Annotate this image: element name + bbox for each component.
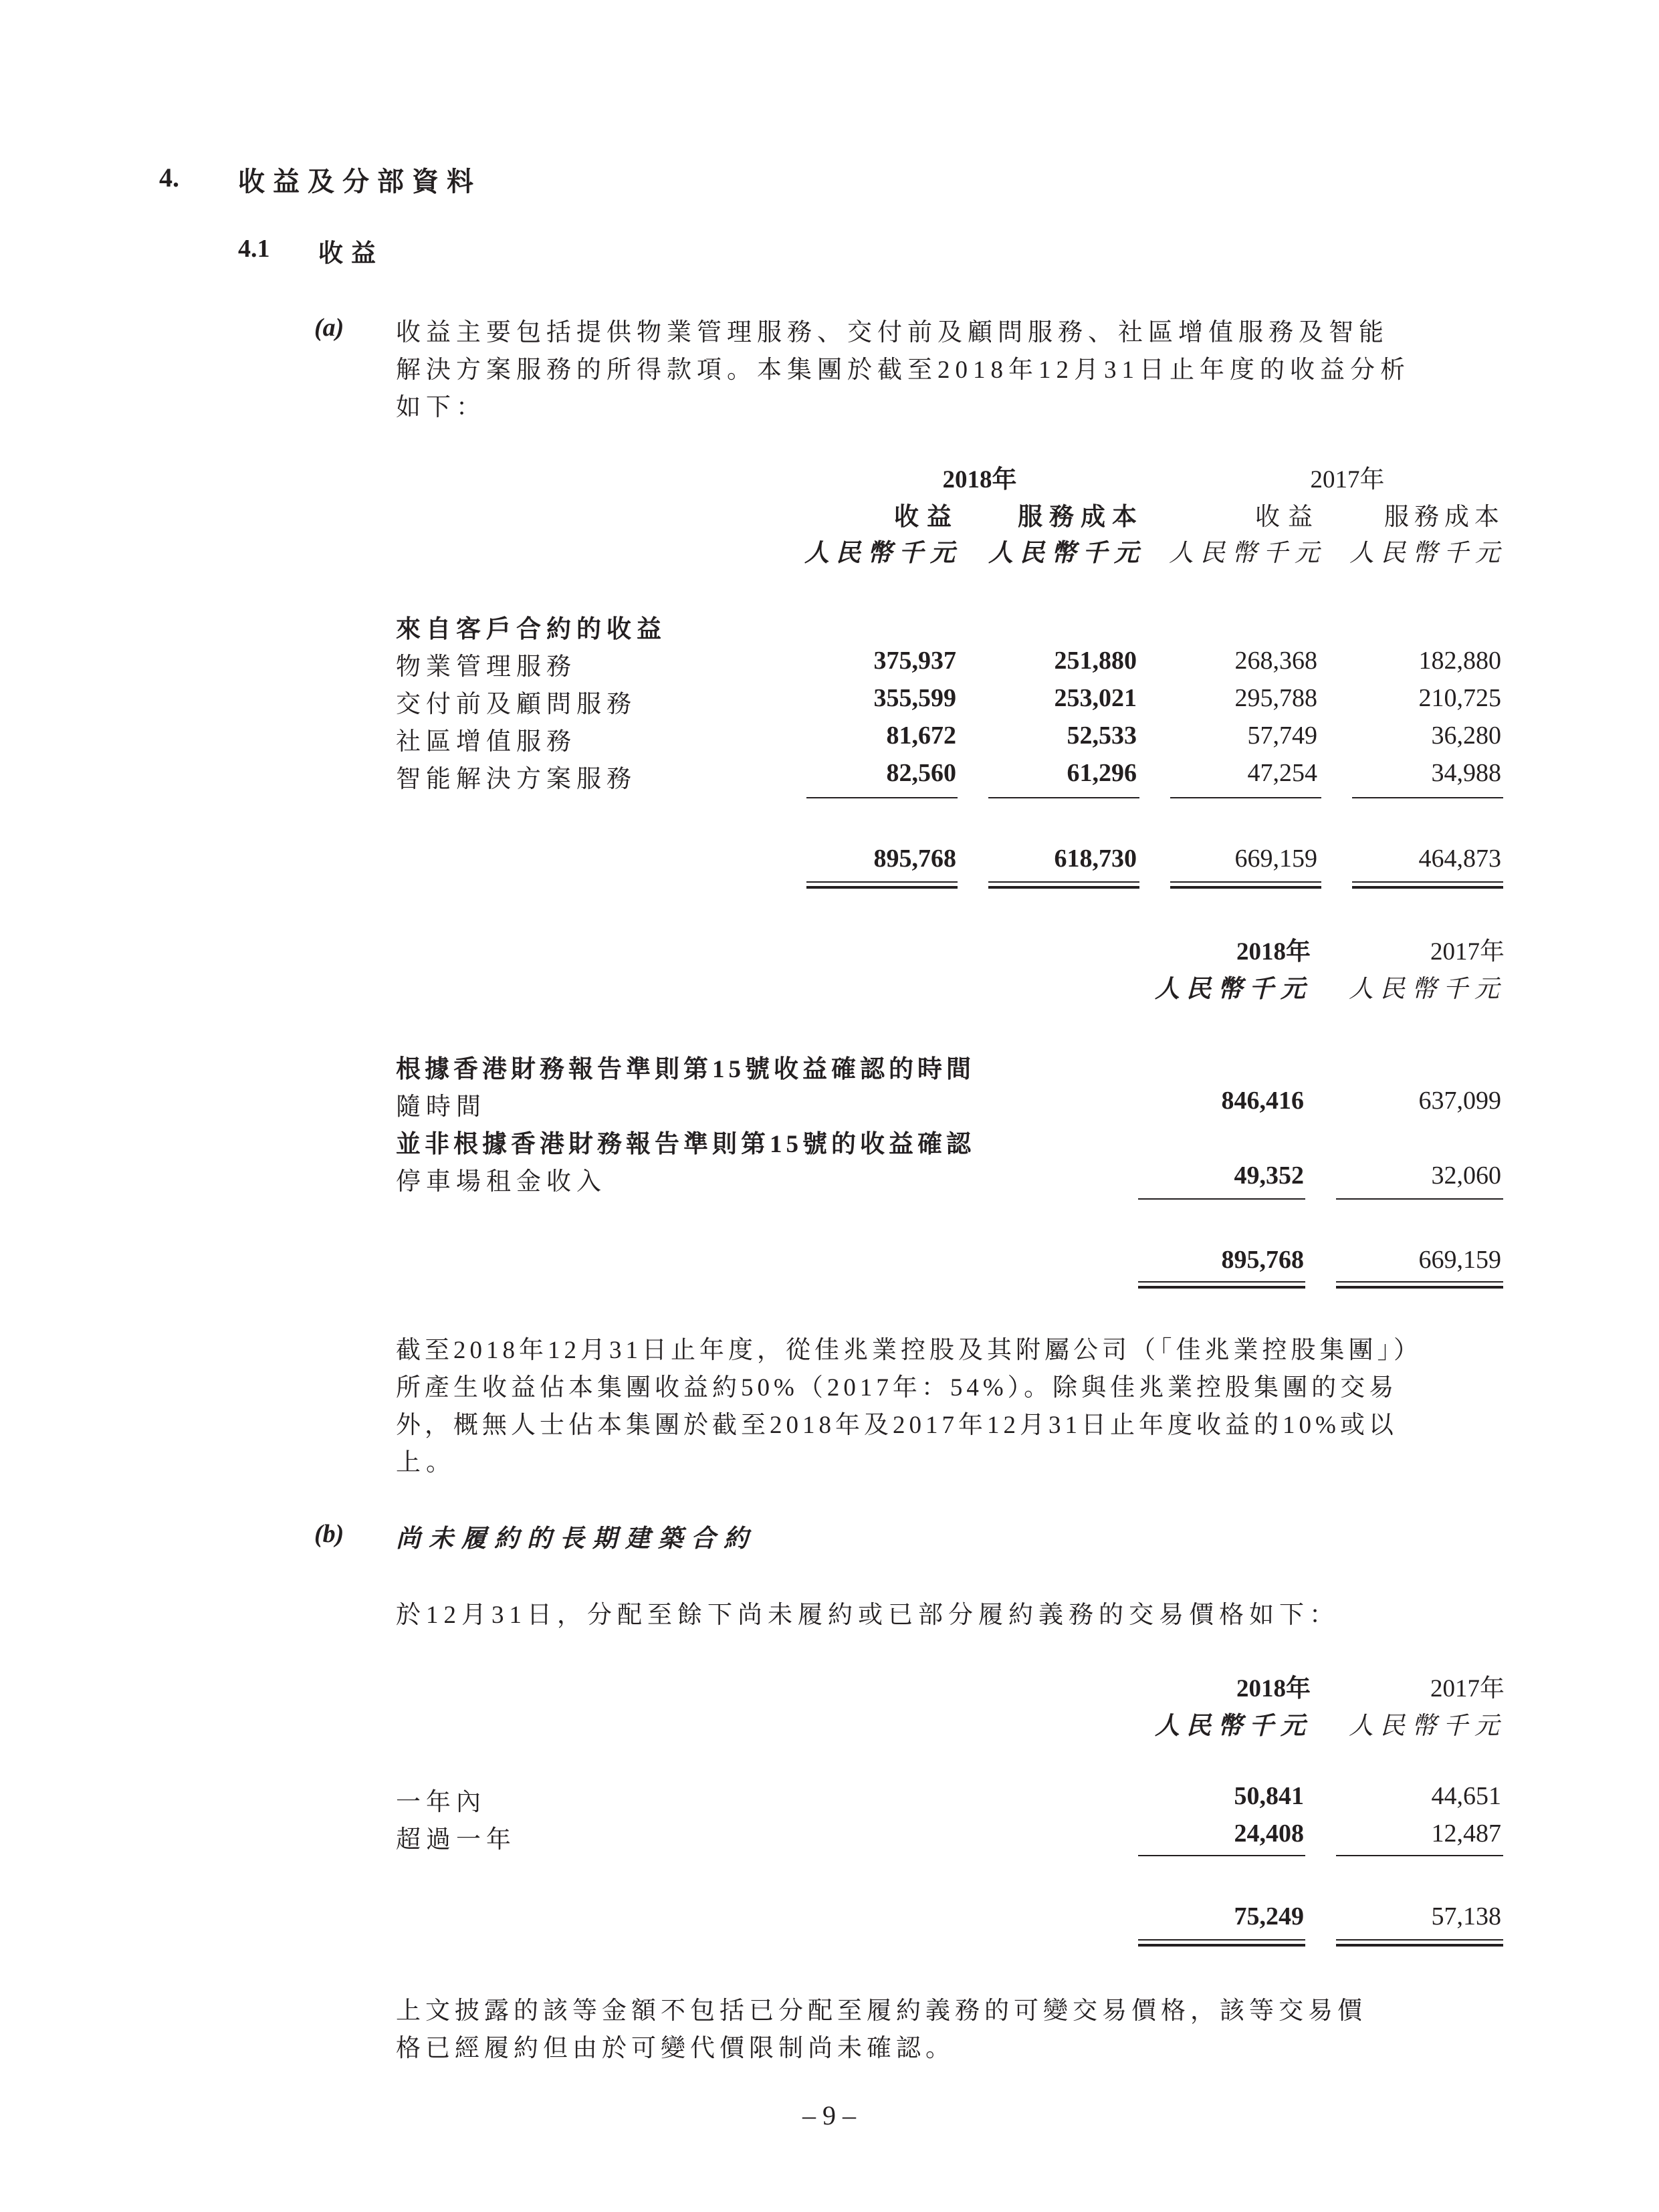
t1-col-revenue-2018: 收益	[894, 504, 960, 531]
t1-cell: 82,560	[886, 759, 956, 787]
t1-year-2018: 2018年	[942, 466, 1017, 493]
part-a-intro-line-2: 解決方案服務的所得款項。本集團於截至2018年12月31日止年度的收益分析	[396, 356, 1410, 384]
t2-unit-2018: 人民幣千元	[1155, 976, 1312, 1003]
part-b-title: 尚未履約的長期建築合約	[396, 1525, 756, 1553]
t1-cell: 295,788	[1234, 684, 1317, 712]
t1-cell: 52,533	[1067, 722, 1137, 750]
part-a-intro-line-3: 如下：	[396, 394, 486, 421]
subsection-title: 收益	[318, 240, 384, 267]
t1-total: 669,159	[1234, 845, 1317, 873]
t1-cell: 81,672	[886, 722, 956, 750]
subsection-number: 4.1	[238, 235, 270, 263]
t2-cell: 49,352	[1234, 1162, 1304, 1190]
t3-subtotal-rule	[1138, 1855, 1305, 1856]
t3-cell: 50,841	[1234, 1782, 1304, 1810]
t1-subtotal-rule	[806, 797, 958, 798]
t2-year-2018: 2018年	[1236, 938, 1311, 966]
t1-cell: 253,021	[1054, 684, 1137, 712]
t2-subtotal-rule	[1336, 1198, 1503, 1200]
part-b-label: (b)	[314, 1520, 344, 1548]
t3-total-double-rule	[1138, 1939, 1305, 1947]
t1-cell: 251,880	[1054, 647, 1137, 675]
t2-cell: 32,060	[1431, 1162, 1501, 1190]
section-title: 收益及分部資料	[238, 167, 481, 197]
t1-total-double-rule	[806, 881, 958, 889]
t3-row-label: 超過一年	[396, 1826, 516, 1854]
t1-subtotal-rule	[1170, 797, 1321, 798]
t3-cell: 12,487	[1431, 1819, 1501, 1848]
t1-total-double-rule	[1170, 881, 1321, 889]
t3-cell: 24,408	[1234, 1819, 1304, 1848]
t1-subtotal-rule	[988, 797, 1139, 798]
t3-year-2018: 2018年	[1236, 1675, 1311, 1702]
t1-total: 464,873	[1418, 845, 1501, 873]
t2-total-double-rule	[1138, 1281, 1305, 1289]
t1-cell: 47,254	[1247, 759, 1317, 787]
t2-cell: 846,416	[1221, 1087, 1304, 1115]
t1-cell: 268,368	[1234, 647, 1317, 675]
part-a-intro-line-1: 收益主要包括提供物業管理服務、交付前及顧問服務、社區增值服務及智能	[396, 319, 1389, 346]
t2-total-double-rule	[1336, 1281, 1503, 1289]
t1-total: 618,730	[1054, 845, 1137, 873]
t3-subtotal-rule	[1336, 1855, 1503, 1856]
t1-subtotal-rule	[1352, 797, 1503, 798]
part-a-note-line-1: 截至2018年12月31日止年度，從佳兆業控股及其附屬公司（「佳兆業控股集團」）	[396, 1337, 1422, 1364]
t3-total-double-rule	[1336, 1939, 1503, 1947]
t1-cell: 57,749	[1247, 722, 1317, 750]
t1-cell: 36,280	[1431, 722, 1501, 750]
t1-col-cost-2017: 服務成本	[1384, 504, 1505, 531]
t3-row-label: 一年內	[396, 1789, 486, 1816]
t1-year-2017: 2017年	[1310, 466, 1385, 493]
t1-total-double-rule	[988, 881, 1139, 889]
t1-unit-4: 人民幣千元	[1349, 540, 1507, 567]
t1-unit-1: 人民幣千元	[804, 540, 962, 567]
t1-group-label: 來自客戶合約的收益	[396, 616, 667, 643]
t1-total-double-rule	[1352, 881, 1503, 889]
t3-total: 57,138	[1431, 1902, 1501, 1930]
t1-unit-3: 人民幣千元	[1169, 540, 1326, 567]
t2-heading-1: 根據香港財務報告準則第15號收益確認的時間	[396, 1056, 975, 1083]
t1-cell: 182,880	[1418, 647, 1501, 675]
t1-cell: 61,296	[1067, 759, 1137, 787]
t1-cell: 375,937	[873, 647, 956, 675]
t2-total: 895,768	[1221, 1246, 1304, 1274]
page-number: – 9 –	[802, 2100, 856, 2130]
t1-total: 895,768	[873, 845, 956, 873]
t1-col-revenue-2017: 收益	[1255, 504, 1321, 531]
t3-cell: 44,651	[1431, 1782, 1501, 1810]
part-b-note-line-1: 上文披露的該等金額不包括已分配至履約義務的可變交易價格，該等交易價	[396, 1997, 1367, 2025]
part-b-note-line-2: 格已經履約但由於可變代價限制尚未確認。	[396, 2035, 955, 2062]
part-a-note-line-3: 外，概無人士佔本集團於截至2018年及2017年12月31日止年度收益的10%或以	[396, 1412, 1398, 1439]
t1-cell: 355,599	[873, 684, 956, 712]
t2-cell: 637,099	[1418, 1087, 1501, 1115]
t1-row-label: 智能解決方案服務	[396, 766, 637, 793]
t2-unit-2017: 人民幣千元	[1349, 976, 1506, 1003]
section-number: 4.	[159, 162, 179, 193]
t1-cell: 210,725	[1418, 684, 1501, 712]
t3-unit-2018: 人民幣千元	[1155, 1712, 1312, 1740]
t1-row-label: 社區增值服務	[396, 728, 576, 756]
t2-total: 669,159	[1418, 1246, 1501, 1274]
t1-col-cost-2018: 服務成本	[1018, 504, 1143, 531]
part-a-note-line-4: 上。	[396, 1449, 456, 1476]
t1-unit-2: 人民幣千元	[988, 540, 1145, 567]
t3-unit-2017: 人民幣千元	[1349, 1712, 1506, 1740]
part-a-note-line-2: 所產生收益佔本集團收益約50%（2017年：54%）。除與佳兆業控股集團的交易	[396, 1374, 1398, 1402]
t2-heading-2: 並非根據香港財務報告準則第15號的收益確認	[396, 1131, 975, 1158]
t2-row-label: 停車場租金收入	[396, 1168, 606, 1196]
t1-row-label: 物業管理服務	[396, 653, 576, 681]
t1-row-label: 交付前及顧問服務	[396, 691, 637, 718]
t2-subtotal-rule	[1138, 1198, 1305, 1200]
t2-year-2017: 2017年	[1430, 938, 1505, 966]
part-b-intro: 於12月31日，分配至餘下尚未履約或已部分履約義務的交易價格如下：	[396, 1601, 1339, 1629]
part-a-label: (a)	[314, 314, 344, 342]
t3-year-2017: 2017年	[1430, 1675, 1505, 1702]
t3-total: 75,249	[1234, 1902, 1304, 1930]
t1-cell: 34,988	[1431, 759, 1501, 787]
t2-row-label: 隨時間	[396, 1093, 486, 1121]
